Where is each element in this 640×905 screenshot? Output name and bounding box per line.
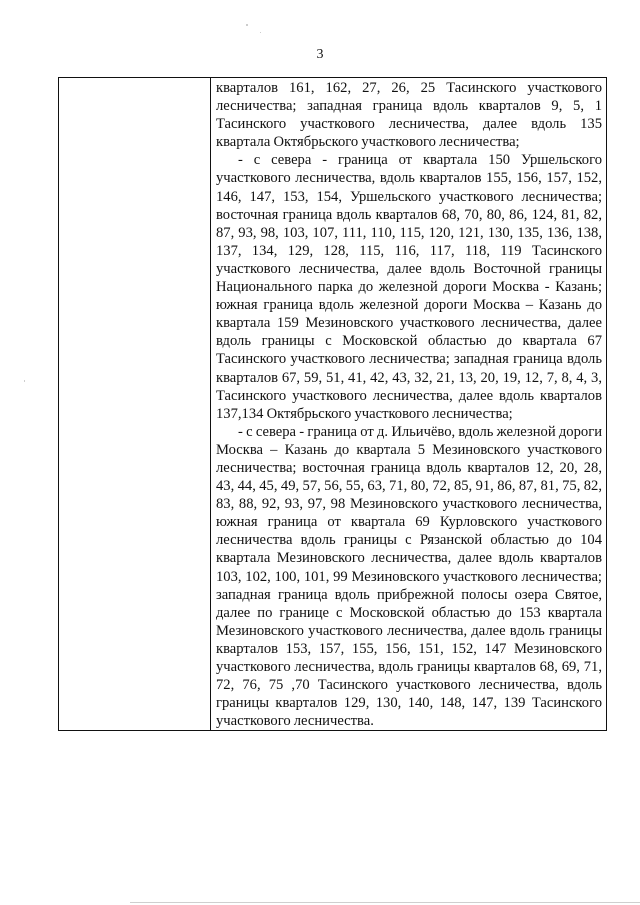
table-right-cell	[211, 78, 607, 731]
paragraph-2: - с севера - граница от квартала 150 Уршельского участкового лесничества, вдоль кварталов 155, 156, 157, 152, 146, 147, 153, 154, Уршельского участкового лесничества; восточная граница вдоль кварталов 68, 70, 80, 86, 124, 81, 82, 87, 93, 98, 103, 107, 111, 110, 115, 120, 121, 130, 135, 136, 138, 137, 134, 129, 128, 115, 116, 117, 118, 119 Тасинского участкового лесничества, далее вдоль Восточной границы Национального парка до железной дороги Москва - Казань; южная граница вдоль железной дороги Москва – Казань до квартала 159 Мезиновского участкового лесничества, далее вдоль границы с Московской областью до квартала 67 Тасинского участкового лесничества; западная граница вдоль кварталов 67, 59, 51, 41, 42, 43, 32, 21, 13, 20, 19, 12, 7, 8, 4, 3, Тасинского участкового лесничества, далее вдоль кварталов 137,134 Октябрьского участкового лесничества;	[216, 152, 602, 422]
boundary-description-table	[58, 77, 607, 731]
boundary-text	[211, 78, 606, 730]
paragraph-3: - с севера - граница от д. Ильичёво, вдоль железной дороги Москва – Казань до квартала 5 Мезиновского участкового лесничества; восточная граница вдоль кварталов 12, 20, 28, 43, 44, 45, 49, 57, 56, 55, 63, 71, 80, 72, 85, 91, 86, 87, 81, 75, 82, 83, 88, 92, 93, 97, 98 Мезиновского участкового лесничества, южная граница от квартала 69 Курловского участкового лесничества вдоль границы с Рязанской областью до 104 квартала Мезиновского лесничества, далее вдоль кварталов 103, 102, 100, 101, 99 Мезиновского участкового лесничества; западная граница вдоль прибрежной полосы озера Святое, далее по границе с Московской областью до 153 квартала Мезиновского участкового лесничества, далее вдоль границы кварталов 153, 157, 155, 156, 151, 152, 147 Мезиновского участкового лесничества, вдоль границы кварталов 68, 69, 71, 72, 76, 75 ,70 Тасинского участкового лесничества, вдоль границы кварталов 129, 130, 140, 148, 147, 139 Тасинского участкового лесничества.	[216, 423, 602, 730]
scan-edge-line	[130, 902, 640, 903]
table-left-cell	[59, 78, 211, 731]
scan-speck	[246, 24, 248, 26]
scan-speck	[24, 380, 25, 382]
scan-speck	[260, 32, 261, 33]
page-number: 3	[316, 47, 324, 62]
table-row	[59, 78, 607, 731]
paragraph-1: кварталов 161, 162, 27, 26, 25 Тасинского участкового лесничества; западная граница вдоль кварталов 9, 5, 1 Тасинского участкового лесничества, далее вдоль 135 квартала Октябрьского участкового лесничества;	[216, 80, 602, 151]
